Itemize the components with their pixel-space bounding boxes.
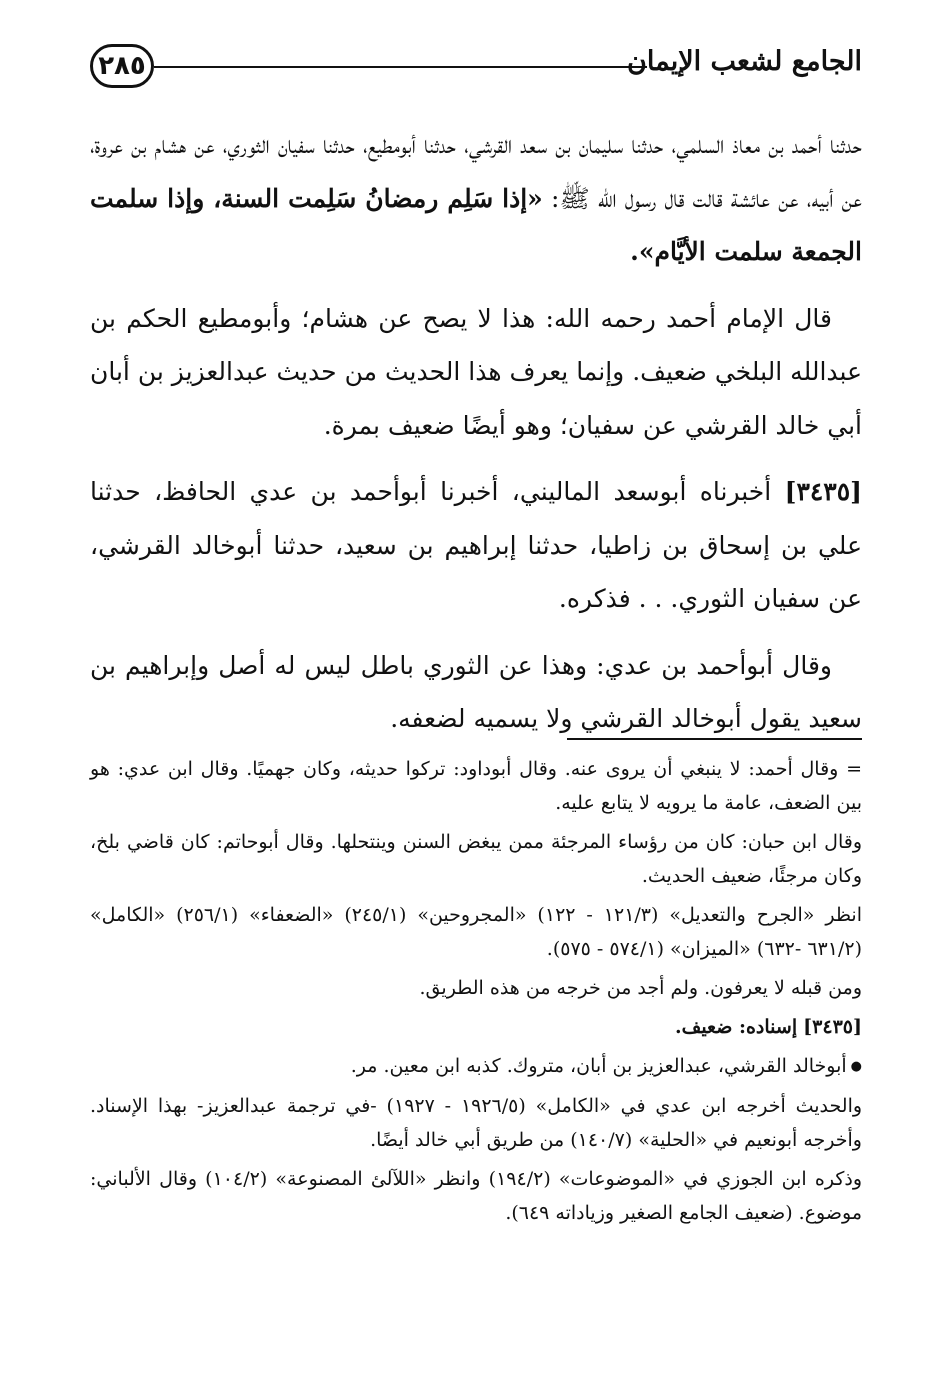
footnote-2: وقال ابن حبان: كان من رؤساء المرجئة ممن يبغض السنن وينتحلها. وقال أبوحاتم: كان قاضي بلخ، وكان مرجئًا، ضعيف الحديث. <box>90 831 862 887</box>
footnote-4: ومن قبله لا يعرفون. ولم أجد من خرجه من هذه الطريق. <box>419 977 862 999</box>
header-rule <box>154 66 647 68</box>
book-title: الجامع لشعب الإيمان <box>627 46 862 77</box>
paragraph-1-text: حدثنا أحمد بن معاذ السلمي، حدثنا سليمان بن سعد القرشي، حدثنا أبومطيع، حدثنا سفيان الثوري، عن هشام بن عروة، عن أبيه، عن عائشة قالت قال رسول الله ﷺ: <box>90 130 862 213</box>
footnote-divider <box>567 738 862 740</box>
footnotes <box>90 752 862 1235</box>
paragraph-3 <box>90 465 862 626</box>
footnote-7: والحديث أخرجه ابن عدي في «الكامل» (١٩٢٦/٥ - ١٩٢٧) -في ترجمة عبدالعزيز- بهذا الإسناد. وأخرجه أبونعيم في «الحلية» (١٤٠/٧) من طريق أبي خالد أيضًا. <box>90 1095 863 1151</box>
footnote-3: انظر «الجرح والتعديل» (١٢١/٣ - ١٢٢) «المجروحين» (٢٤٥/١) «الضعفاء» (٢٥٦/١) «الكامل» (٦٣١/٢ -٦٣٢) «الميزان» (٥٧٤/١ - ٥٧٥). <box>90 904 862 960</box>
hadith-number: [٣٤٣٥] <box>784 477 862 506</box>
footnote-8: وذكره ابن الجوزي في «الموضوعات» (١٩٤/٢) وانظر «اللآلئ المصنوعة» (١٠٤/٢) وقال الألباني: موضوع. (ضعيف الجامع الصغير وزياداته ٦٤٩). <box>90 1168 863 1224</box>
page-header <box>90 38 862 102</box>
footnote-hadith-number: [٣٤٣٥] <box>803 1016 862 1038</box>
hadith-quote: «إذا سَلِم رمضانُ سَلِمت السنة، وإذا سلمت الجمعة سلمت الأيَّام». <box>90 183 862 266</box>
paragraph-2: قال الإمام أحمد رحمه الله: هذا لا يصح عن هشام؛ وأبومطيع الحكم بن عبدالله البلخي ضعيف. وإنما يعرف هذا الحديث من حديث عبدالعزيز بن أبان أبي خالد القرشي عن سفيان؛ وهو أيضًا ضعيف بمرة. <box>90 303 862 440</box>
paragraph-1 <box>90 118 862 279</box>
footnote-6: ● أبوخالد القرشي، عبدالعزيز بن أبان، متروك. كذبه ابن معين. مر. <box>90 1049 862 1084</box>
footnote-1: = وقال أحمد: لا ينبغي أن يروى عنه. وقال أبوداود: تركوا حديثه، وكان جهميًا. وقال ابن عدي: هو بين الضعف، عامة ما يرويه لا يتابع عليه. <box>90 758 862 814</box>
paragraph-3-text: أخبرناه أبوسعد الماليني، أخبرنا أبوأحمد بن عدي الحافظ، حدثنا علي بن إسحاق بن زاطيا، حدثنا إبراهيم بن سعيد، حدثنا أبوخالد القرشي، عن سفيان الثوري. . . فذكره. <box>90 477 862 613</box>
page-number: ٢٨٥ <box>90 44 154 88</box>
main-text <box>90 118 862 759</box>
footnote-5-text: إسناده: ضعيف. <box>675 1016 798 1038</box>
footnote-5 <box>90 1010 862 1044</box>
paragraph-4: وقال أبوأحمد بن عدي: وهذا عن الثوري باطل ليس له أصل وإبراهيم بن سعيد يقول أبوخالد القرشي ولا يسميه لضعفه. <box>90 650 862 733</box>
